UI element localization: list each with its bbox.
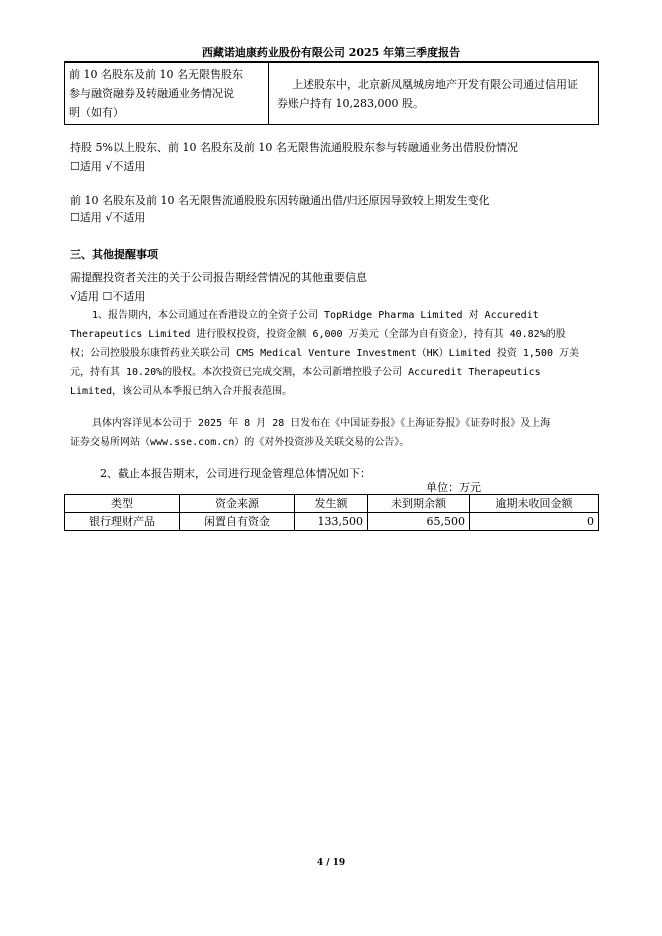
label-line: 前 10 名股东及前 10 名无限售股东: [69, 68, 243, 81]
table-row: [65, 513, 599, 531]
section-heading: 三、其他提醒事项: [70, 248, 158, 261]
margin-trading-table: [64, 62, 599, 125]
paragraph-line: 元，持有其 10.20%的股权。本次投资已完成交割，本公司新增控股子公司 Accuredit Therapeutics: [70, 367, 541, 378]
table-header-row: [65, 495, 599, 513]
column-header: 发生额: [295, 495, 368, 513]
table-cell: 0: [470, 513, 599, 531]
table-cell: 65,500: [368, 513, 470, 531]
paragraph-line: 具体内容详见本公司于 2025 年 8 月 28 日发布在《中国证券报》《上海证券报》《证券时报》及上海: [92, 418, 551, 429]
table-cell: 银行理财产品: [65, 513, 180, 531]
cash-management-table: [64, 494, 599, 531]
column-header: 类型: [65, 495, 180, 513]
paragraph-line: Limited，该公司从本季报已纳入合并报表范围。: [70, 386, 293, 397]
column-header: 逾期未收回金额: [470, 495, 599, 513]
paragraph-line: 2、截止本报告期末，公司进行现金管理总体情况如下：: [100, 467, 371, 480]
label-line: 明（如有）: [69, 106, 124, 119]
other-matters-intro: 需提醒投资者关注的关于公司报告期经营情况的其他重要信息: [70, 271, 367, 284]
change-line: 前 10 名股东及前 10 名无限售流通股股东因转融通出借/归还原因导致较上期发生变化: [70, 194, 490, 207]
unit-label: 单位：万元: [426, 481, 481, 494]
column-header: 资金来源: [180, 495, 295, 513]
paragraph-line: 权；公司控股股东康哲药业关联公司 CMS Medical Venture Investment（HK）Limited 投资 1,500 万美: [70, 348, 579, 359]
paragraph-line: 证券交易所网站（www.sse.com.cn）的《对外投资涉及关联交易的公告》。: [70, 437, 410, 448]
table-row: [65, 63, 599, 125]
paragraph-line: 1、报告期内，本公司通过在香港设立的全资子公司 TopRidge Pharma Limited 对 Accuredit: [92, 310, 539, 321]
margin-trading-content-cell: [269, 63, 599, 125]
page-number: 4 / 19: [316, 858, 346, 868]
label-line: 参与融资融券及转融通业务情况说: [69, 87, 234, 100]
content-line: 券账户持有 10,283,000 股。: [277, 96, 424, 110]
margin-trading-label-cell: [65, 63, 269, 125]
other-matters-choice: √适用 ☐不适用: [70, 290, 146, 303]
paragraph-line: Therapeutics Limited 进行股权投资，投资金额 6,000 万美元（全部为自有资金），持有其 40.82%的股: [70, 329, 566, 340]
table-cell: 133,500: [295, 513, 368, 531]
lending-line: 持股 5%以上股东、前 10 名股东及前 10 名无限售流通股股东参与转融通业务出借股份情况: [70, 141, 518, 154]
page-header-title: 西藏诺迪康药业股份有限公司 2025 年第三季度报告: [201, 46, 461, 59]
lending-choice: ☐适用 √不适用: [70, 160, 146, 173]
table-cell: 闲置自有资金: [180, 513, 295, 531]
content-line: 上述股东中，北京新凤凰城房地产开发有限公司通过信用证: [292, 77, 578, 91]
change-choice: ☐适用 √不适用: [70, 211, 146, 224]
column-header: 未到期余额: [368, 495, 470, 513]
